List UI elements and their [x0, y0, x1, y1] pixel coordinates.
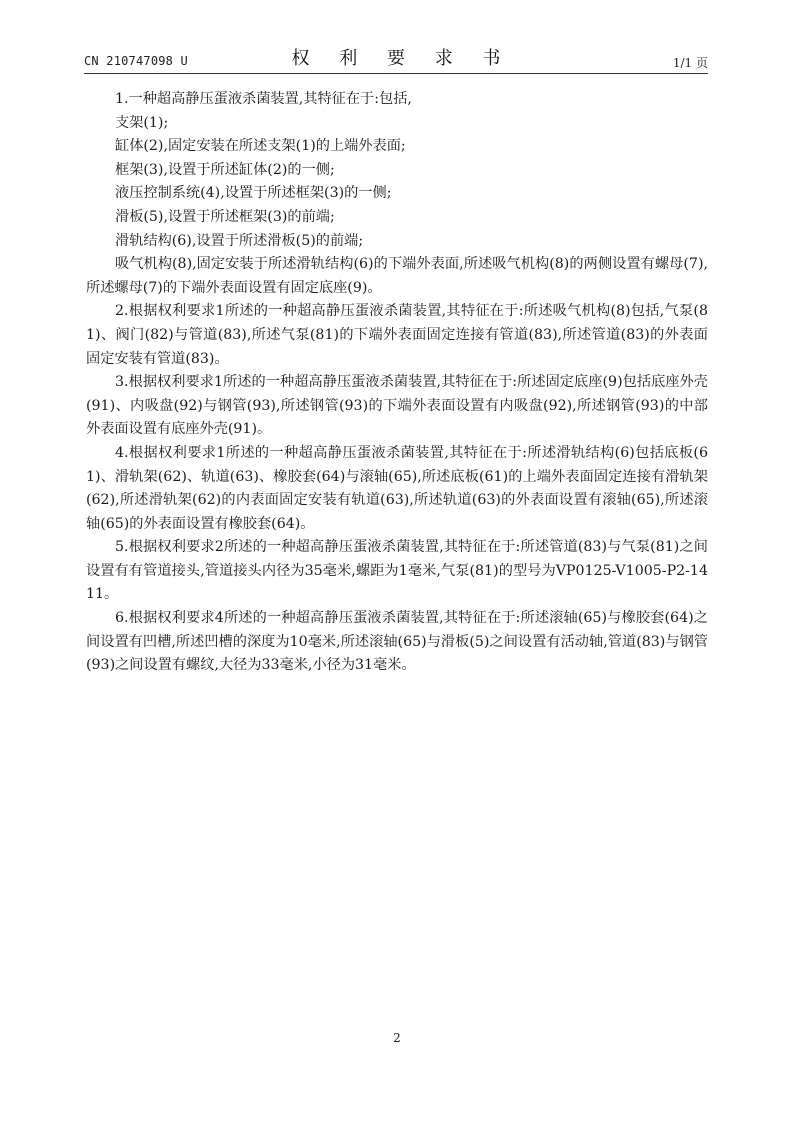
- claims-body: [86, 88, 708, 678]
- claim-1-item: 缸体(2),固定安装在所述支架(1)的上端外表面;: [115, 138, 406, 155]
- claim-5: 5.根据权利要求2所述的一种超高静压蛋液杀菌装置,其特征在于:所述管道(83)与气泵(81)之间设置有有管道接头,管道接头内径为35毫米,螺距为1毫米,气泵(81)的型号为VP0125-V1005-P2-1411。: [86, 539, 708, 603]
- claim-1-item: 支架(1);: [115, 114, 169, 131]
- claim-1-item: 框架(3),设置于所述缸体(2)的一侧;: [115, 161, 335, 178]
- claim-1-item: 吸气机构(8),固定安装于所述滑轨结构(6)的下端外表面,所述吸气机构(8)的两侧设置有螺母(7),所述螺母(7)的下端外表面设置有固定底座(9)。: [86, 256, 708, 296]
- claim-1-item: 液压控制系统(4),设置于所述框架(3)的一侧;: [115, 185, 392, 202]
- claim-1-intro: 1.一种超高静压蛋液杀菌装置,其特征在于:包括,: [115, 91, 412, 107]
- page-count: 1/1 页: [672, 56, 708, 70]
- claim-4: 4.根据权利要求1所述的一种超高静压蛋液杀菌装置,其特征在于:所述滑轨结构(6)包括底板(61)、滑轨架(62)、轨道(63)、橡胶套(64)与滚轴(65),所述底板(61)的上端外表面固定连接有滑轨架(62),所述滑轨架(62)的内表面固定安装有轨道(63),所述轨道(63)的外表面设置有滚轴(65),所述滚轴(65)的外表面设置有橡胶套(64)。: [86, 444, 708, 532]
- page-number: 2: [393, 1031, 401, 1045]
- claim-3: 3.根据权利要求1所述的一种超高静压蛋液杀菌装置,其特征在于:所述固定底座(9)包括底座外壳(91)、内吸盘(92)与钢管(93),所述钢管(93)的下端外表面设置有内吸盘(92),所述钢管(93)的中部外表面设置有底座外壳(91)。: [86, 374, 708, 438]
- claim-6: 6.根据权利要求4所述的一种超高静压蛋液杀菌装置,其特征在于:所述滚轴(65)与橡胶套(64)之间设置有凹槽,所述凹槽的深度为10毫米,所述滚轴(65)与滑板(5)之间设置有活动轴,管道(83)与钢管(93)之间设置有螺纹,大径为33毫米,小径为31毫米。: [86, 610, 708, 674]
- claim-1-item: 滑板(5),设置于所述框架(3)的前端;: [115, 208, 335, 225]
- claim-2: 2.根据权利要求1所述的一种超高静压蛋液杀菌装置,其特征在于:所述吸气机构(8)包括,气泵(81)、阀门(82)与管道(83),所述气泵(81)的下端外表面固定连接有管道(83),所述管道(83)的外表面固定安装有管道(83)。: [86, 303, 708, 367]
- publication-number: CN 210747098 U: [84, 54, 188, 68]
- header-divider: [84, 73, 708, 74]
- claim-1-item: 滑轨结构(6),设置于所述滑板(5)的前端;: [115, 232, 364, 249]
- page-header: [84, 44, 708, 74]
- document-title: 权 利 要 求 书: [291, 48, 513, 69]
